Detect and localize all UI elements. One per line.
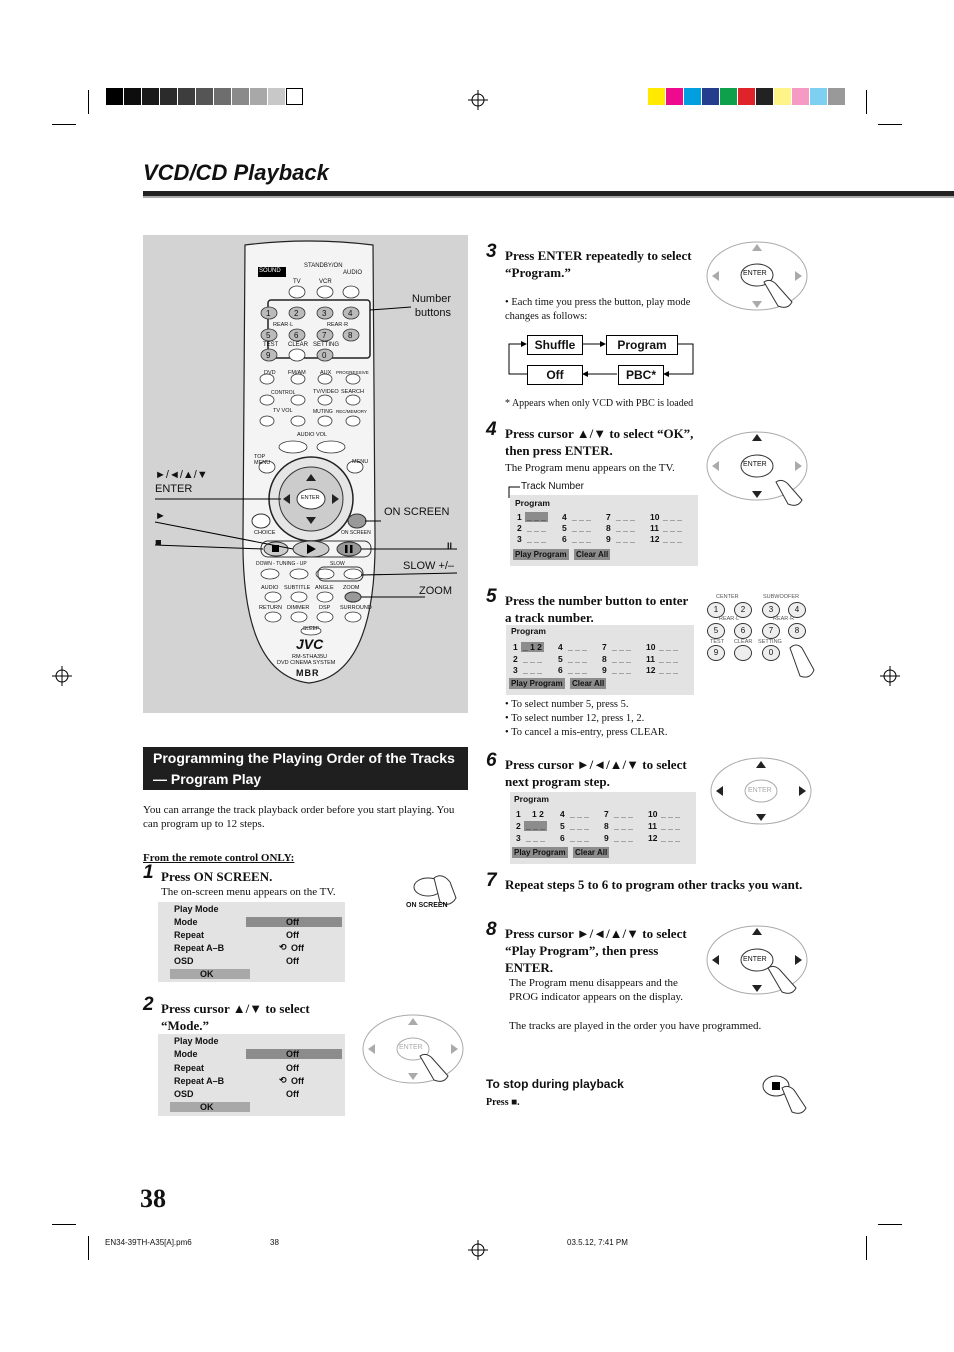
program-slot-label: 6: [558, 665, 563, 675]
clear-all-button: Clear All: [575, 848, 608, 857]
step-number: 7: [486, 870, 497, 891]
menu-repeat-label: Repeat: [174, 930, 205, 940]
registration-mark: [52, 666, 72, 686]
crop-mark: [88, 1236, 89, 1260]
keypad-key-8: 8: [788, 623, 806, 639]
remote-label-progressive: PROGRESSIVE: [336, 370, 369, 375]
program-slot-label: 4: [560, 809, 565, 819]
step-title: Press cursor ►/◄/▲/▼ to select next program step.: [505, 757, 687, 789]
program-slot-label: 11: [648, 821, 657, 831]
stop-heading: To stop during playback: [486, 1077, 624, 1091]
remote-logo2: MBR: [296, 668, 320, 678]
onscreen-menu: [158, 1034, 345, 1116]
remote-label-menu: MENU: [352, 459, 369, 465]
remote-key-3: 3: [322, 309, 327, 318]
program-slot-label: 2: [513, 654, 518, 664]
program-slot-entry: _ _ _: [570, 809, 589, 819]
remote-system: DVD CINEMA SYSTEM: [277, 660, 336, 666]
program-slot-label: 3: [513, 665, 518, 675]
program-slot-label: 2: [516, 821, 521, 831]
program-slot-entry: _ _ _: [527, 534, 546, 544]
step-bullets: [505, 698, 705, 740]
remote-label-setting: SETTING: [313, 342, 340, 348]
remote-label-zoom: ZOOM: [343, 585, 360, 591]
page-title: VCD/CD Playback: [143, 160, 329, 185]
program-slot-entry: _ _ _: [616, 523, 635, 533]
program-slot-entry: 1 2: [532, 809, 544, 819]
menu-title: Play Mode: [174, 1036, 219, 1046]
step-note: • Each time you press the button, play mode changes as follows:: [505, 297, 691, 322]
step-note: The Program menu disappears and the PROG indicator appears on the display.: [509, 977, 684, 1003]
callout-pause: II: [447, 541, 453, 551]
remote-label-standby: STANDBY/ON: [304, 263, 343, 269]
program-slot-label: 2: [517, 523, 522, 533]
remote-key-9: 9: [266, 351, 271, 360]
mode-shuffle: Shuffle: [527, 335, 583, 355]
on-screen-button-label: ON SCREEN: [406, 902, 448, 909]
stop-button-icon: [758, 1072, 810, 1118]
program-slot-label: 6: [560, 833, 565, 843]
enter-label: ENTER: [743, 270, 767, 277]
keypad-rear-l-label: REAR·L: [719, 616, 740, 622]
remote-label-audio2: AUDIO: [261, 585, 279, 591]
keypad-setting-label: SETTING: [758, 639, 782, 645]
remote-key-0: 0: [322, 351, 327, 360]
step-title: Press cursor ▲/▼ to select “Mode.”: [161, 1001, 310, 1033]
program-menu: [510, 792, 696, 864]
program-slot-label: 12: [650, 534, 660, 544]
keypad-key-9: 9: [707, 645, 725, 661]
crop-mark: [878, 1224, 902, 1225]
program-slot-entry: _ _ _: [661, 821, 680, 831]
play-program-button: Play Program: [511, 679, 563, 688]
program-slot-entry: _ _ _: [616, 512, 635, 522]
program-slot-label: 11: [650, 523, 659, 533]
repeat-ab-icon: ⟲: [279, 1075, 287, 1085]
crop-mark: [88, 90, 89, 114]
program-slot-entry: _ _ _: [614, 821, 633, 831]
registration-mark: [880, 666, 900, 686]
program-slot-label: 9: [604, 833, 609, 843]
track-number-label: Track Number: [521, 481, 584, 492]
program-slot-entry: _ _ _: [570, 821, 589, 831]
callout-enter: ENTER: [155, 483, 193, 495]
stop-text: Press ■.: [486, 1097, 520, 1108]
program-slot-entry: _ _ _: [614, 809, 633, 819]
enter-label: ENTER: [748, 787, 772, 794]
program-slot-entry: _ _ _: [527, 523, 546, 533]
remote-label-sleep: SLEEP: [303, 626, 320, 632]
program-slot-label: 11: [646, 654, 655, 664]
step-number: 1: [143, 862, 154, 883]
remote-key-6: 6: [294, 331, 299, 340]
from-remote-note: From the remote control ONLY:: [143, 852, 295, 864]
program-slot-entry: _ _ _: [661, 833, 680, 843]
remote-label-onscreen: ON SCREEN: [341, 530, 371, 536]
menu-ok: OK: [200, 969, 214, 979]
mode-cycle-arrows: [505, 330, 705, 390]
bullet-text: To select number 5, press 5.: [511, 699, 629, 710]
menu-osd-value: Off: [286, 956, 299, 966]
program-slot-entry: _ _ _: [526, 833, 545, 843]
mode-program: Program: [606, 335, 678, 355]
remote-label-surround: SURROUND: [340, 605, 372, 611]
remote-label-topmenu: TOP MENU: [254, 454, 271, 466]
program-slot-label: 4: [562, 512, 567, 522]
menu-osd-label: OSD: [174, 956, 194, 966]
step-title: Press cursor ▲/▼ to select “OK”, then press ENTER.: [505, 426, 694, 458]
repeat-ab-icon: ⟲: [279, 942, 287, 952]
program-slot-label: 10: [650, 512, 660, 522]
program-slot-label: 7: [602, 642, 607, 652]
clear-all-button: Clear All: [576, 550, 609, 559]
program-slot-entry: _ _ _: [663, 512, 682, 522]
callout-play: ►: [155, 510, 166, 522]
crop-mark: [878, 124, 902, 125]
remote-label-fmam: FM/AM: [288, 370, 306, 376]
menu-osd-label: OSD: [174, 1089, 194, 1099]
program-slot-entry: _ _ _: [568, 642, 587, 652]
remote-label-clear: CLEAR: [288, 342, 309, 348]
remote-label-test: TEST: [263, 342, 279, 348]
program-slot-entry: _ _ _: [616, 534, 635, 544]
keypad-clear-label: CLEAR: [734, 639, 753, 645]
title-rule-shadow: [143, 196, 954, 198]
program-slot-entry: _ _ _: [612, 642, 631, 652]
remote-label-rear-r: REAR·R: [327, 322, 349, 328]
program-slot-label: 1: [517, 512, 522, 522]
menu-mode-label: Mode: [174, 1049, 198, 1059]
remote-label-dimmer: DIMMER: [287, 605, 310, 611]
program-slot-label: 3: [517, 534, 522, 544]
program-slot-entry: _ _ _: [568, 665, 587, 675]
menu-mode-label: Mode: [174, 917, 198, 927]
program-title: Program: [511, 626, 546, 636]
mode-pbc: PBC*: [618, 365, 664, 385]
program-slot-entry: _ _ _: [523, 654, 542, 664]
step-number: 3: [486, 241, 497, 262]
mode-off: Off: [527, 365, 583, 385]
remote-key-2: 2: [294, 309, 299, 318]
enter-label: ENTER: [743, 956, 767, 963]
step-note: The on-screen menu appears on the TV.: [161, 886, 336, 898]
program-slot-entry: _ _ _: [572, 523, 591, 533]
program-slot-label: 8: [606, 523, 611, 533]
program-slot-entry: _ _ _: [612, 665, 631, 675]
menu-repeat-value: Off: [286, 930, 299, 940]
program-slot-entry: _ _ _: [614, 833, 633, 843]
remote-label-tvvol: TV VOL: [273, 408, 293, 414]
program-slot-label: 5: [562, 523, 567, 533]
callout-cursor: ►/◄/▲/▼: [155, 469, 208, 481]
callout-slow: SLOW +/–: [403, 560, 455, 572]
pbc-footnote: * Appears when only VCD with PBC is loaded: [505, 398, 694, 409]
remote-brand-logo: JVC: [296, 636, 324, 652]
enter-label: ENTER: [743, 461, 767, 468]
menu-mode-value: Off: [286, 1049, 299, 1059]
remote-label-muting: MUTING: [313, 409, 333, 415]
remote-label-tvvideo: TV/VIDEO: [313, 389, 339, 395]
crop-mark: [866, 90, 867, 114]
program-menu: [510, 495, 698, 566]
bullet-item: • To cancel a mis-entry, press CLEAR.: [505, 727, 668, 738]
program-slot-label: 12: [648, 833, 658, 843]
program-slot-entry: _ _ _: [663, 523, 682, 533]
program-title: Program: [514, 794, 549, 804]
menu-repeat-value: Off: [286, 1063, 299, 1073]
callout-on-screen: ON SCREEN: [384, 506, 450, 518]
program-slot-entry: _ _ _: [526, 821, 545, 831]
step-title: Press ENTER repeatedly to select “Program.”: [505, 248, 692, 280]
bullet-text: To select number 12, press 1, 2.: [511, 713, 645, 724]
program-slot-entry: _ _ _: [612, 654, 631, 664]
keypad-center-label: CENTER: [716, 594, 739, 600]
program-slot-entry: _ _ _: [527, 512, 546, 522]
program-slot-entry: _ _ _: [659, 642, 678, 652]
finger-pointer-icon: [786, 642, 816, 682]
clear-all-button: Clear All: [572, 679, 605, 688]
crop-mark: [52, 1224, 76, 1225]
crop-mark: [866, 1236, 867, 1260]
program-slot-label: 10: [648, 809, 658, 819]
program-slot-label: 8: [604, 821, 609, 831]
crop-mark: [52, 124, 76, 125]
remote-key-5: 5: [266, 331, 271, 340]
step-number: 2: [143, 994, 154, 1015]
remote-label-return: RETURN: [259, 605, 282, 611]
program-slot-label: 8: [602, 654, 607, 664]
keypad-key-1: 1: [707, 602, 725, 618]
program-slot-label: 9: [602, 665, 607, 675]
program-slot-label: 7: [604, 809, 609, 819]
program-slot-label: 12: [646, 665, 656, 675]
remote-key-7: 7: [322, 331, 327, 340]
menu-ok: OK: [200, 1102, 214, 1112]
menu-repeatab-value: Off: [291, 1076, 304, 1086]
step-title: Press ON SCREEN.: [161, 869, 273, 884]
registration-mark: [468, 1240, 488, 1260]
program-slot-label: 10: [646, 642, 656, 652]
step-number: 6: [486, 750, 497, 771]
program-slot-entry: _ _ _: [659, 654, 678, 664]
section-intro: You can arrange the track playback order before you start playing. You can program up to 12 steps.: [143, 804, 455, 830]
program-slot-label: 4: [558, 642, 563, 652]
callout-stop: ■: [155, 537, 162, 549]
menu-osd-value: Off: [286, 1089, 299, 1099]
program-slot-entry: _ _ _: [523, 665, 542, 675]
step-note: The Program menu appears on the TV.: [505, 462, 675, 474]
remote-model: RM-STHA35U: [292, 654, 328, 660]
remote-label-audiovol: AUDIO VOL: [297, 432, 327, 438]
remote-label-slow: SLOW: [330, 561, 345, 567]
keypad-key-7: 7: [762, 623, 780, 639]
menu-repeatab-value: Off: [291, 943, 304, 953]
step-title: Repeat steps 5 to 6 to program other tracks you want.: [505, 877, 803, 892]
step-number: 8: [486, 919, 497, 940]
program-slot-entry: _ _ _: [572, 512, 591, 522]
step-title: Press cursor ►/◄/▲/▼ to select “Play Program”, then press ENTER.: [505, 926, 687, 975]
program-slot-label: 1: [513, 642, 518, 652]
remote-label-vcr: VCR: [319, 279, 332, 285]
menu-repeat-label: Repeat: [174, 1063, 205, 1073]
program-slot-entry: _ _ _: [659, 665, 678, 675]
program-slot-label: 3: [516, 833, 521, 843]
enter-label: ENTER: [399, 1044, 423, 1051]
remote-label-search: SEARCH: [341, 389, 364, 395]
program-slot-entry: _ _ _: [661, 809, 680, 819]
bullet-item: • To select number 12, press 1, 2.: [505, 713, 645, 724]
program-slot-entry: _ _ _: [663, 534, 682, 544]
registration-mark: [468, 90, 488, 110]
menu-mode-value: Off: [286, 917, 299, 927]
program-slot-label: 6: [562, 534, 567, 544]
remote-label-recmemory: REC/MEMORY: [336, 409, 367, 414]
step-title: Press the number button to enter a track number.: [505, 593, 689, 625]
footer-file: EN34-39TH-A35[A].pm6: [105, 1238, 192, 1247]
remote-label-choice: CHOICE: [254, 530, 276, 536]
program-slot-entry: _ _ _: [570, 833, 589, 843]
step-number: 5: [486, 586, 497, 607]
onscreen-menu: [158, 902, 345, 982]
footer-date: 03.5.12, 7:41 PM: [567, 1238, 628, 1247]
keypad-key-4: 4: [788, 602, 806, 618]
remote-key-4: 4: [348, 309, 353, 318]
remote-label-tuning: DOWN - TUNING - UP: [256, 561, 307, 567]
menu-repeatab-label: Repeat A–B: [174, 943, 225, 953]
keypad-key-5: 5: [707, 623, 725, 639]
keypad-key-2: 2: [734, 602, 752, 618]
callout-number-buttons: Number buttons: [411, 293, 451, 319]
remote-label-aux: AUX: [320, 370, 332, 376]
keypad-rear-r-label: REAR·R: [773, 616, 795, 622]
keypad-test-label: TEST: [710, 639, 725, 645]
keypad-key-0: 0: [762, 645, 780, 661]
program-slot-label: 7: [606, 512, 611, 522]
program-slot-label: 1: [516, 809, 521, 819]
footer-page: 38: [270, 1238, 279, 1247]
keypad-key-6: 6: [734, 623, 752, 639]
remote-label-dsp: DSP: [319, 605, 331, 611]
keypad-key-3: 3: [762, 602, 780, 618]
step-note-text: Each time you press the button, play mode changes as follows:: [505, 297, 691, 322]
play-program-button: Play Program: [515, 550, 567, 559]
callout-zoom: ZOOM: [419, 585, 452, 597]
remote-label-tv: TV: [293, 279, 301, 285]
remote-label-sound: SOUND: [259, 268, 281, 274]
step-note-2: The tracks are played in the order you have programmed.: [509, 1020, 762, 1032]
program-title: Program: [515, 498, 550, 508]
menu-title: Play Mode: [174, 904, 219, 914]
remote-label-control: CONTROL: [271, 390, 296, 396]
page-number: 38: [140, 1184, 166, 1213]
remote-label-angle: ANGLE: [315, 585, 334, 591]
program-slot-label: 5: [558, 654, 563, 664]
remote-label-enter: ENTER: [301, 495, 320, 501]
program-slot-label: 9: [606, 534, 611, 544]
program-slot-label: 5: [560, 821, 565, 831]
program-slot-entry: _ _ _: [572, 534, 591, 544]
remote-label-dvd: DVD: [264, 370, 276, 376]
remote-label-audio: AUDIO: [343, 270, 363, 276]
bullet-item: • To select number 5, press 5.: [505, 699, 629, 710]
keypad-key-clear: [734, 645, 752, 661]
bullet-text: To cancel a mis-entry, press CLEAR.: [511, 727, 668, 738]
step-number: 4: [486, 419, 497, 440]
remote-key-8: 8: [348, 331, 353, 340]
remote-label-rear-l: REAR·L: [273, 322, 294, 328]
remote-key-1: 1: [266, 309, 271, 318]
remote-label-subtitle: SUBTITLE: [284, 585, 311, 591]
program-menu: [506, 625, 694, 695]
play-program-button: Play Program: [514, 848, 566, 857]
menu-repeatab-label: Repeat A–B: [174, 1076, 225, 1086]
program-slot-entry: _ 1 2: [523, 642, 542, 652]
keypad-subwoofer-label: SUBWOOFER: [763, 594, 800, 600]
program-slot-entry: _ _ _: [568, 654, 587, 664]
section-heading: Programming the Playing Order of the Tracks — Program Play: [143, 747, 468, 790]
